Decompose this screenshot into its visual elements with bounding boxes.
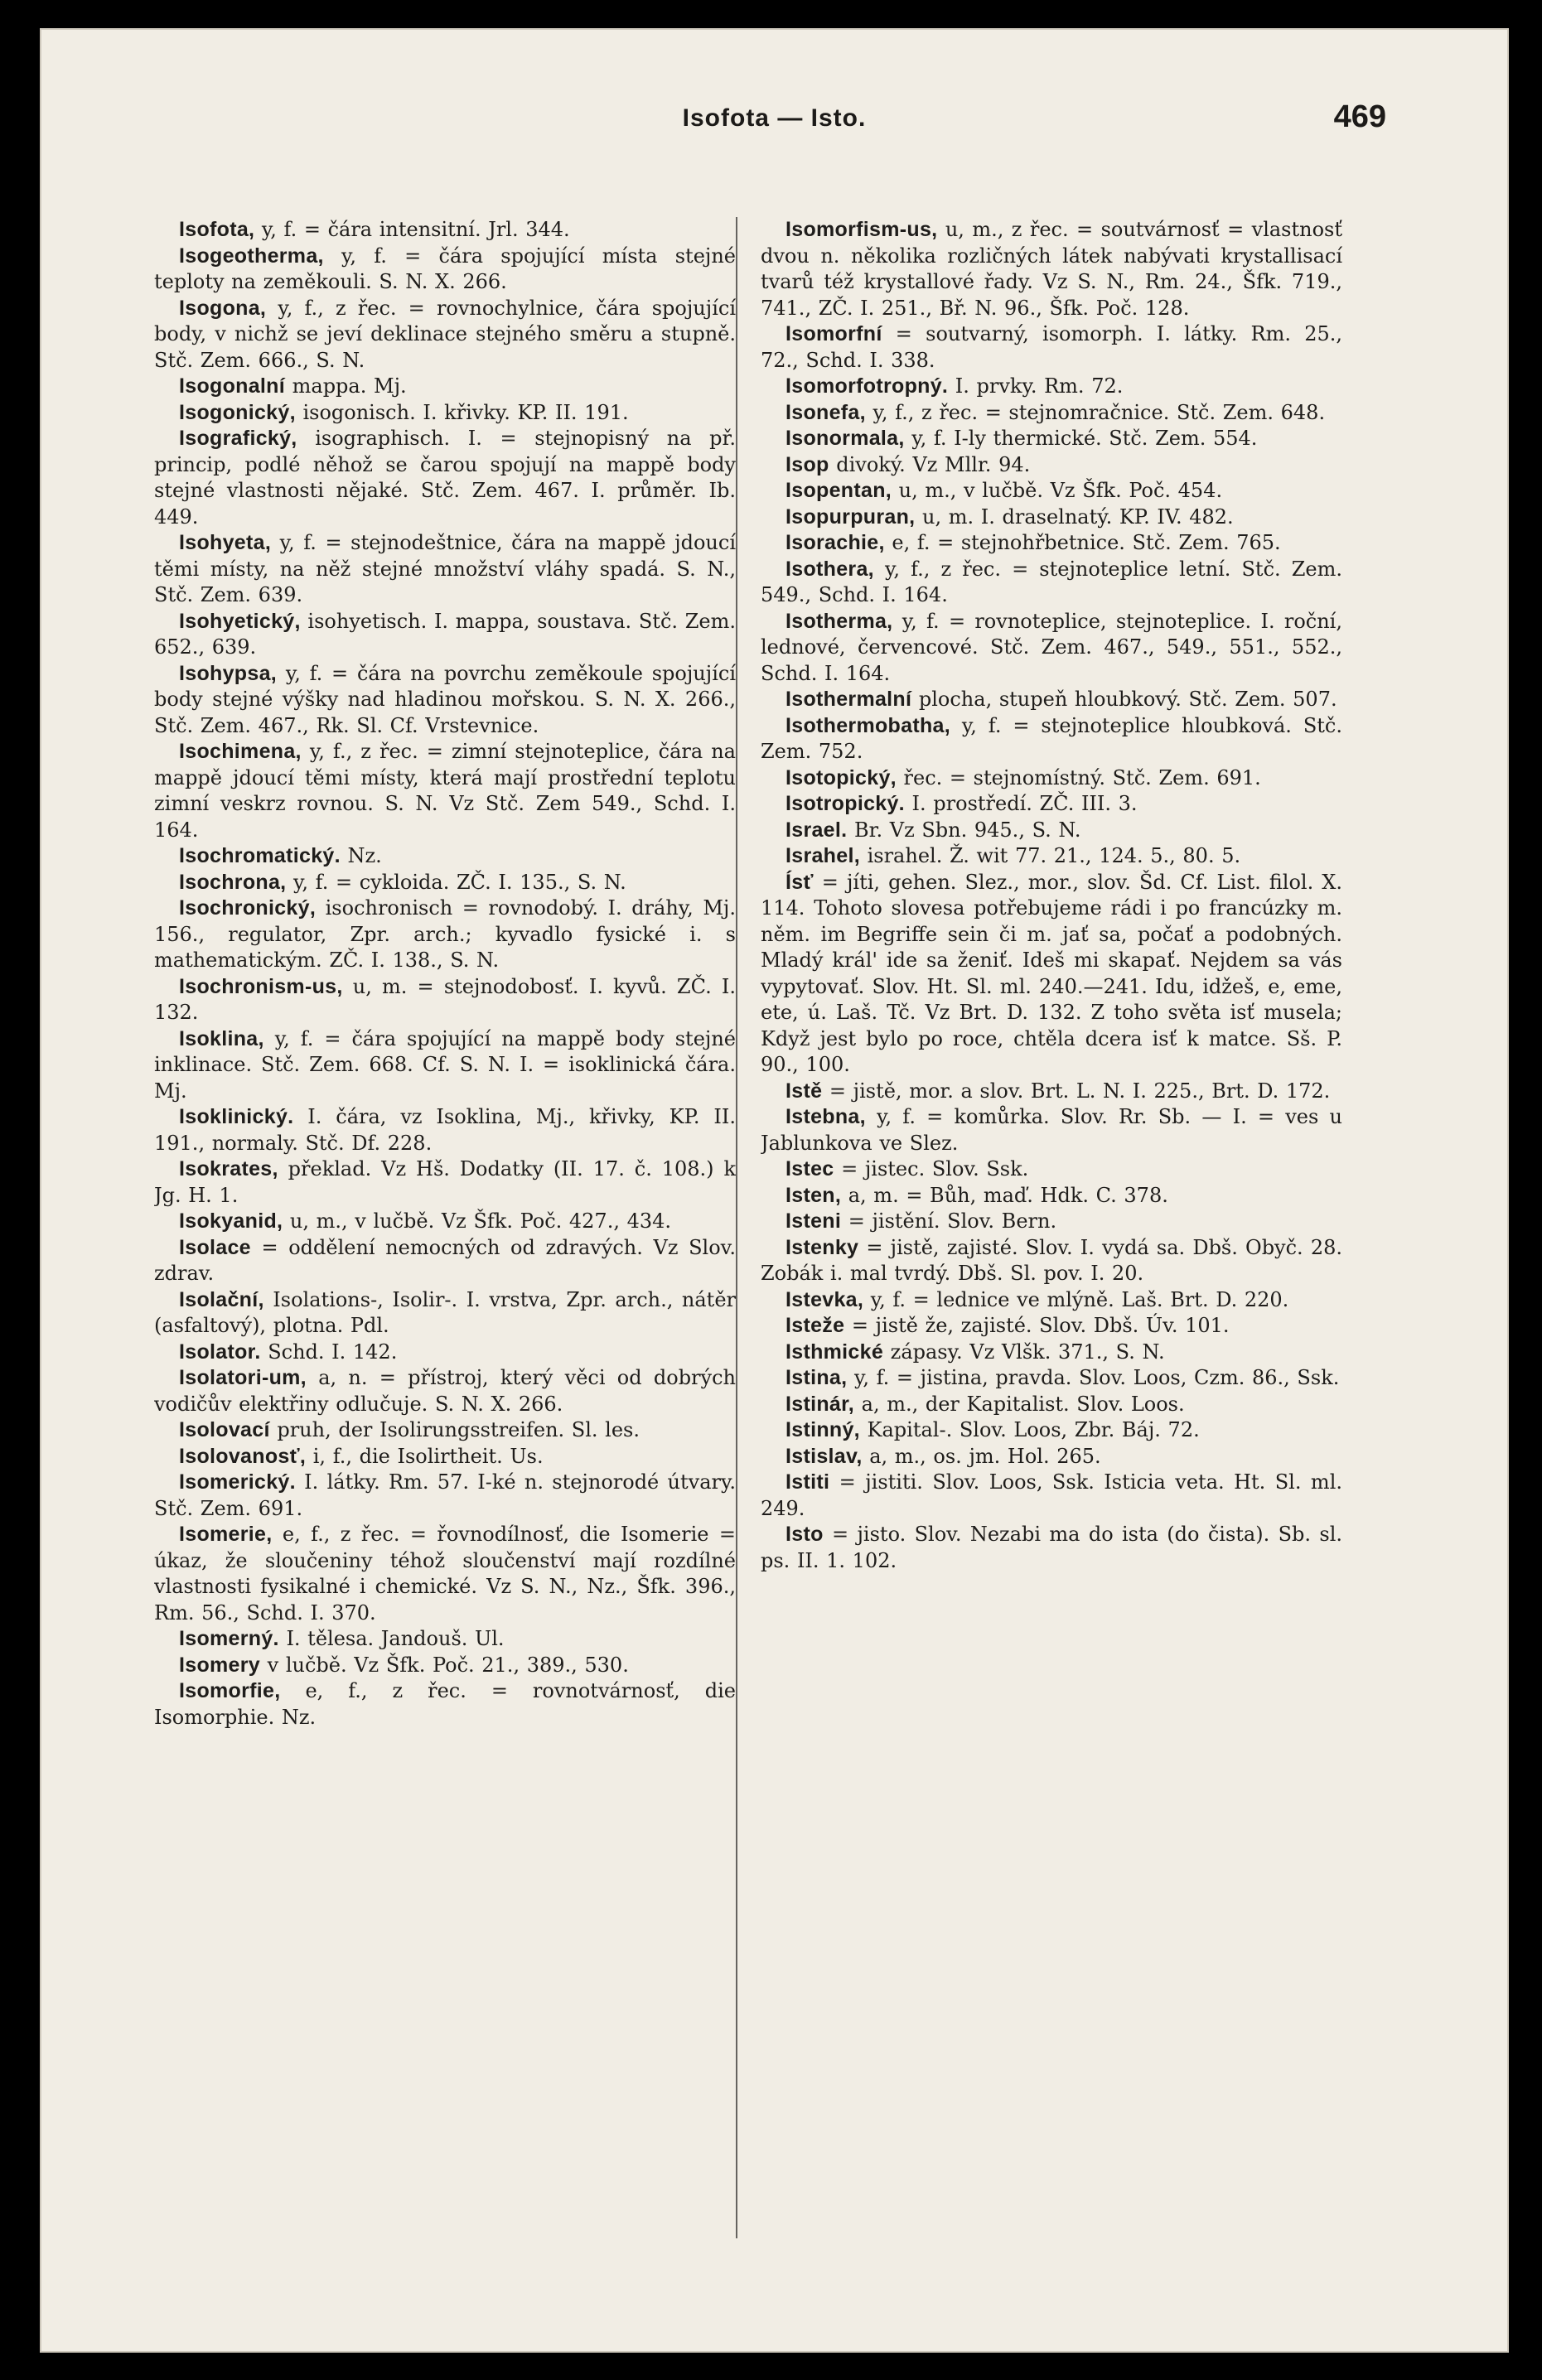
dictionary-entry	[154, 870, 736, 896]
entry-definition: israhel. Ž. wit 77. 21., 124. 5., 80. 5.	[859, 844, 1241, 867]
entry-headword: Isolační,	[179, 1287, 264, 1311]
entry-definition: mappa. Mj.	[285, 374, 407, 398]
dictionary-entry	[761, 713, 1342, 765]
dictionary-entry	[154, 1470, 736, 1522]
entry-headword: Isoklinický.	[179, 1105, 294, 1128]
entry-definition: u, m. I. draselnatý. KP. IV. 482.	[915, 504, 1234, 529]
dictionary-entry	[761, 426, 1342, 452]
entry-definition: y, f., z řec. = rovnochylnice, čára spojující body, v nichž se jeví deklinace stejného směru a stupně. Stč. Zem. 666., S. N.	[154, 296, 736, 372]
dictionary-entry	[761, 1156, 1342, 1183]
entry-definition: y, f. = cykloida. ZČ. I. 135., S. N.	[286, 870, 626, 894]
entry-definition: a, m., os. jm. Hol. 265.	[862, 1444, 1101, 1468]
entry-headword: Istinný,	[786, 1418, 860, 1441]
dictionary-entry	[761, 478, 1342, 504]
entry-headword: Isomorfie,	[179, 1679, 281, 1702]
entry-definition: Schd. I. 142.	[260, 1340, 398, 1364]
dictionary-entry	[154, 1104, 736, 1156]
entry-headword: Isop	[786, 452, 829, 476]
dictionary-entry	[154, 374, 736, 400]
entry-headword: Isolator.	[179, 1340, 261, 1364]
dictionary-entry	[761, 765, 1342, 792]
entry-definition: a, m. = Bůh, maď. Hdk. C. 378.	[841, 1183, 1168, 1207]
dictionary-entry	[761, 1470, 1342, 1522]
entry-definition: zápasy. Vz Vlšk. 371., S. N.	[883, 1340, 1165, 1364]
entry-headword: Isolovanosť,	[179, 1444, 307, 1468]
entry-definition: Nz.	[340, 844, 382, 867]
entry-headword: Isokyanid,	[179, 1209, 283, 1233]
dictionary-entry	[761, 400, 1342, 427]
entry-headword: Isothermobatha,	[786, 713, 950, 737]
entry-definition: y, f. = jistina, pravda. Slov. Loos, Czm. 86., Ssk.	[847, 1366, 1340, 1389]
entry-headword: Istě	[786, 1079, 823, 1103]
entry-headword: Isotherma,	[786, 609, 893, 633]
dictionary-entry	[154, 1653, 736, 1679]
dictionary-entry	[154, 1156, 736, 1209]
entry-headword: Istiti	[786, 1470, 830, 1494]
dictionary-entry	[761, 1365, 1342, 1392]
entry-definition: y, f., z řec. = stejnomračnice. Stč. Zem. 648.	[865, 400, 1326, 424]
dictionary-entry	[154, 739, 736, 843]
entry-definition: u, m., v lučbě. Vz Šfk. Poč. 427., 434.	[283, 1209, 672, 1233]
entry-headword: Isomorfní	[786, 322, 882, 345]
dictionary-page	[40, 28, 1509, 2353]
entry-definition: e, f., z řec. = řovnodílnosť, die Isomerie = úkaz, že sloučeniny téhož sloučenství mají rozdílné vlastnosti fysikalné i chemické. Vz S. N., Nz., Šfk. 396., Rm. 56., Schd. I. 370.	[154, 1523, 736, 1624]
dictionary-entry	[761, 1235, 1342, 1287]
entry-headword: Isohyeta,	[179, 531, 272, 554]
dictionary-entry	[154, 1626, 736, 1653]
dictionary-entry	[761, 791, 1342, 818]
entry-headword: Isochronism-us,	[179, 974, 343, 998]
entry-headword: Isokrates,	[179, 1157, 278, 1180]
entry-definition: y, f. = čára na povrchu zeměkoule spojující body stejné výšky nad hladinou mořskou. S. N. X. 266., Stč. Zem. 467., Rk. Sl. Cf. Vrstevnice.	[154, 661, 736, 737]
running-head-title: Isofota — Isto.	[682, 104, 867, 132]
entry-headword: Isomorfotropný.	[786, 374, 949, 398]
entry-headword: Isopentan,	[786, 479, 892, 502]
dictionary-entry	[154, 1417, 736, 1444]
entry-definition: pruh, der Isolirungsstreifen. Sl. les.	[269, 1418, 640, 1441]
entry-headword: Isohyetický,	[179, 609, 301, 633]
entry-definition: isohyetisch. I. mappa, soustava. Stč. Zem. 652., 639.	[154, 609, 736, 659]
entry-definition: u, m., v lučbě. Vz Šfk. Poč. 454.	[892, 479, 1223, 502]
entry-headword: Isonefa,	[786, 400, 866, 424]
entry-definition: = soutvarný, isomorph. I. látky. Rm. 25., 72., Schd. I. 338.	[761, 322, 1342, 372]
dictionary-entry	[761, 687, 1342, 713]
entry-definition: řec. = stejnomístný. Stč. Zem. 691.	[896, 765, 1261, 789]
entry-definition: = jistiti. Slov. Loos, Ssk. Isticia veta. Ht. Sl. ml. 249.	[761, 1470, 1342, 1520]
entry-headword: Isochrona,	[179, 870, 287, 894]
dictionary-entry	[154, 1678, 736, 1731]
dictionary-entry	[154, 1365, 736, 1417]
entry-definition: = jistění. Slov. Bern.	[841, 1209, 1057, 1233]
entry-headword: Istevka,	[786, 1287, 864, 1311]
entry-headword: Isorachie,	[786, 531, 885, 554]
entry-headword: Ísť	[786, 870, 814, 894]
entry-definition: isogonisch. I. křivky. KP. II. 191.	[295, 400, 629, 424]
dictionary-entry	[154, 426, 736, 530]
dictionary-entry	[761, 818, 1342, 844]
entry-definition: isographisch. I. = stejnopisný na př. princip, podlé něhož se čarou spojují na mappě body stejné vlastnosti nějaké. Stč. Zem. 467. I. průměr. Ib. 449.	[154, 427, 736, 529]
entry-definition: Kapital-. Slov. Loos, Zbr. Báj. 72.	[859, 1418, 1200, 1441]
dictionary-entry	[154, 661, 736, 740]
entry-definition: y, f. = komůrka. Slov. Rr. Sb. — I. = ves u Jablunkova ve Slez.	[761, 1105, 1342, 1155]
entry-definition: e, f., z řec. = rovnotvárnosť, die Isomorphie. Nz.	[154, 1679, 736, 1729]
dictionary-entry	[154, 896, 736, 974]
entry-headword: Isto	[786, 1523, 824, 1546]
entry-headword: Isomerný.	[179, 1627, 279, 1650]
entry-headword: Isthmické	[786, 1340, 884, 1364]
dictionary-entry	[154, 843, 736, 870]
entry-definition: divoký. Vz Mllr. 94.	[829, 452, 1031, 476]
dictionary-entry	[761, 321, 1342, 374]
dictionary-entry	[154, 400, 736, 427]
dictionary-entry	[761, 1183, 1342, 1209]
dictionary-entry	[761, 1209, 1342, 1235]
dictionary-entry	[761, 609, 1342, 688]
dictionary-entry	[761, 1417, 1342, 1444]
entry-definition: y, f. = čára intensitní. Jrl. 344.	[254, 218, 570, 241]
dictionary-entry	[154, 1287, 736, 1340]
entry-headword: Istec	[786, 1157, 834, 1180]
dictionary-entry	[154, 1235, 736, 1287]
entry-definition: plocha, stupeň hloubkový. Stč. Zem. 507.	[911, 688, 1337, 711]
entry-headword: Isteni	[786, 1209, 842, 1233]
dictionary-entry	[154, 530, 736, 609]
entry-definition: y, f. = stejnodeštnice, čára na mappě jdoucí těmi místy, na něž stejné množství vláhy spadá. S. N., Stč. Zem. 639.	[154, 531, 736, 606]
entry-headword: Isothermalní	[786, 688, 912, 711]
dictionary-entry	[761, 1340, 1342, 1366]
entry-headword: Isografický,	[179, 427, 297, 450]
dictionary-entry	[761, 843, 1342, 870]
dictionary-entry	[761, 1392, 1342, 1418]
entry-headword: Istina,	[786, 1366, 848, 1389]
entry-definition: e, f. = stejnohřbetnice. Stč. Zem. 765.	[884, 531, 1281, 554]
dictionary-entry	[154, 244, 736, 296]
entry-headword: Isochimena,	[179, 740, 302, 763]
entry-definition: isochronisch = rovnodobý. I. dráhy, Mj. 156., regulator, Zpr. arch.; kyvadlo fysické i. s mathematickým. ZČ. I. 138., S. N.	[154, 896, 736, 972]
entry-headword: Isomorfism-us,	[786, 218, 938, 241]
entry-definition: I. tělesa. Jandouš. Ul.	[278, 1627, 505, 1650]
entry-definition: a, m., der Kapitalist. Slov. Loos.	[854, 1392, 1185, 1416]
entry-headword: Isolovací	[179, 1418, 270, 1441]
entry-headword: Istebna,	[786, 1105, 866, 1128]
dictionary-entry	[761, 1313, 1342, 1340]
dictionary-entry	[761, 452, 1342, 479]
entry-definition: i, f., die Isolirtheit. Us.	[306, 1444, 544, 1468]
entry-definition: = jíti, gehen. Slez., mor., slov. Šd. Cf. List. filol. X. 114. Tohoto slovesa potřebujeme rádi i po francúzky m. něm. im Begriffe sein či m. jať sa, počať a podobných. Mladý král' ide sa ženiť. Ideš mi skapať. Nejdem sa vás vypytovať. Slov. Ht. Sl. ml. 240.—241. Idu, idžeš, e, eme, ete, ú. Laš. Tč. Vz Brt. D. 132. Z toho světa isť musela; Když jest bylo po roce, chtěla dcera isť k matce. Sš. P. 90., 100.	[761, 870, 1342, 1076]
entry-headword: Istislav,	[786, 1444, 863, 1468]
entry-definition: překlad. Vz Hš. Dodatky (II. 17. č. 108.) k Jg. H. 1.	[154, 1157, 736, 1207]
entry-definition: y, f. = čára spojující na mappě body stejné inklinace. Stč. Zem. 668. Cf. S. N. I. = isoklinická čára. Mj.	[154, 1026, 736, 1103]
entry-definition: I. čára, vz Isoklina, Mj., křivky, KP. II. 191., normaly. Stč. Df. 228.	[154, 1105, 736, 1155]
entry-headword: Isohypsa,	[179, 661, 278, 685]
entry-headword: Isotropický.	[786, 792, 905, 815]
entry-definition: v lučbě. Vz Šfk. Poč. 21., 389., 530.	[260, 1653, 629, 1677]
entry-headword: Isothera,	[786, 557, 874, 581]
dictionary-entry	[761, 1522, 1342, 1574]
page-number: 469	[1333, 99, 1386, 134]
entry-headword: Istenky	[786, 1235, 859, 1259]
entry-headword: Isotopický,	[786, 765, 897, 789]
entry-headword: Isteže	[786, 1314, 845, 1337]
entry-definition: = jistě, mor. a slov. Brt. L. N. I. 225., Brt. D. 172.	[822, 1079, 1331, 1103]
right-column	[761, 217, 1342, 2313]
entry-headword: Isolatori-um,	[179, 1366, 307, 1389]
entry-headword: Isomerický.	[179, 1470, 296, 1494]
dictionary-entry	[154, 1444, 736, 1470]
entry-headword: Isoklina,	[179, 1026, 264, 1050]
entry-headword: Isogona,	[179, 296, 267, 320]
entry-definition: = jistě že, zajisté. Slov. Dbš. Úv. 101.	[844, 1314, 1230, 1337]
entry-definition: a, n. = přístroj, který věci od dobrých vodičův elektřiny odlučuje. S. N. X. 266.	[154, 1366, 736, 1416]
entry-definition: y, f. = čára spojující místa stejné teploty na zeměkouli. S. N. X. 266.	[154, 244, 736, 293]
column-divider	[736, 217, 737, 2238]
entry-headword: Isogonický,	[179, 400, 296, 424]
entry-headword: Isofota,	[179, 218, 255, 241]
entry-definition: u, m., z řec. = soutvárnosť = vlastnosť dvou n. několika rozličných látek nabývati krystallisací tvarů též krystallové řady. Vz S. N., Rm. 24., Šfk. 719., 741., ZČ. I. 251., Bř. N. 96., Šfk. Poč. 128.	[761, 218, 1342, 320]
entry-definition: = oddělení nemocných od zdravých. Vz Slov. zdrav.	[154, 1235, 736, 1285]
running-head	[40, 99, 1509, 154]
dictionary-entry	[154, 1026, 736, 1105]
entry-definition: I. prvky. Rm. 72.	[948, 374, 1124, 398]
entry-headword: Isochromatický.	[179, 844, 341, 867]
left-column	[154, 217, 736, 2313]
dictionary-entry	[761, 530, 1342, 557]
entry-headword: Isolace	[179, 1235, 251, 1259]
entry-definition: Br. Vz Sbn. 945., S. N.	[847, 818, 1081, 842]
dictionary-entry	[154, 1340, 736, 1366]
entry-definition: = jisto. Slov. Nezabi ma do ista (do čista). Sb. sl. ps. II. 1. 102.	[761, 1523, 1342, 1572]
entry-definition: y, f., z řec. = stejnoteplice letní. Stč. Zem. 549., Schd. I. 164.	[761, 557, 1342, 606]
dictionary-entry	[761, 1079, 1342, 1105]
entry-definition: y, f. = stejnoteplice hloubková. Stč. Zem. 752.	[761, 713, 1342, 763]
entry-definition: y, f. I-ly thermické. Stč. Zem. 554.	[904, 427, 1258, 450]
dictionary-entry	[761, 1444, 1342, 1470]
entry-headword: Israel.	[786, 818, 848, 842]
entry-headword: Isonormala,	[786, 427, 905, 450]
dictionary-entry	[761, 870, 1342, 1079]
entry-definition: I. látky. Rm. 57. I-ké n. stejnorodé útvary. Stč. Zem. 691.	[154, 1470, 736, 1520]
dictionary-entry	[154, 1522, 736, 1626]
entry-headword: Israhel,	[786, 844, 860, 867]
dictionary-entry	[154, 217, 736, 244]
dictionary-entry	[761, 504, 1342, 531]
dictionary-entry	[154, 1209, 736, 1235]
entry-definition: y, f. = rovnoteplice, stejnoteplice. I. roční, lednové, červencové. Stč. Zem. 467., 549., 551., 552., Schd. I. 164.	[761, 609, 1342, 685]
dictionary-entry	[761, 217, 1342, 321]
entry-definition: Isolations-, Isolir-. I. vrstva, Zpr. arch., nátěr (asfaltový), plotna. Pdl.	[154, 1287, 736, 1337]
entry-headword: Isomerie,	[179, 1523, 273, 1546]
entry-definition: I. prostředí. ZČ. III. 3.	[904, 792, 1138, 815]
entry-definition: y, f. = lednice ve mlýně. Laš. Brt. D. 220.	[863, 1287, 1289, 1311]
dictionary-entry	[761, 374, 1342, 400]
entry-headword: Isogeotherma,	[179, 244, 324, 268]
entry-headword: Isomery	[179, 1653, 260, 1677]
dictionary-entry	[761, 557, 1342, 609]
dictionary-entry	[154, 974, 736, 1026]
dictionary-entry	[154, 296, 736, 374]
entry-headword: Isopurpuran,	[786, 504, 916, 529]
entry-headword: Isochronický,	[179, 896, 317, 920]
entry-definition: y, f., z řec. = zimní stejnoteplice, čára na mappě jdoucí těmi místy, která mají prostřední teplotu zimní veskrz rovnou. S. N. Vz Stč. Zem 549., Schd. I. 164.	[154, 740, 736, 842]
entry-definition: u, m. = stejnodobosť. I. kyvů. ZČ. I. 132.	[154, 974, 736, 1024]
dictionary-entry	[761, 1287, 1342, 1314]
entry-definition: = jistec. Slov. Ssk.	[834, 1157, 1029, 1180]
entry-headword: Isogonalní	[179, 374, 285, 398]
dictionary-entry	[154, 609, 736, 661]
entry-definition: = jistě, zajisté. Slov. I. vydá sa. Dbš. Obyč. 28. Zobák i. mal tvrdý. Dbš. Sl. pov. I. 20.	[761, 1235, 1342, 1285]
dictionary-entry	[761, 1104, 1342, 1156]
entry-headword: Istinár,	[786, 1392, 854, 1416]
entry-headword: Isten,	[786, 1183, 842, 1207]
